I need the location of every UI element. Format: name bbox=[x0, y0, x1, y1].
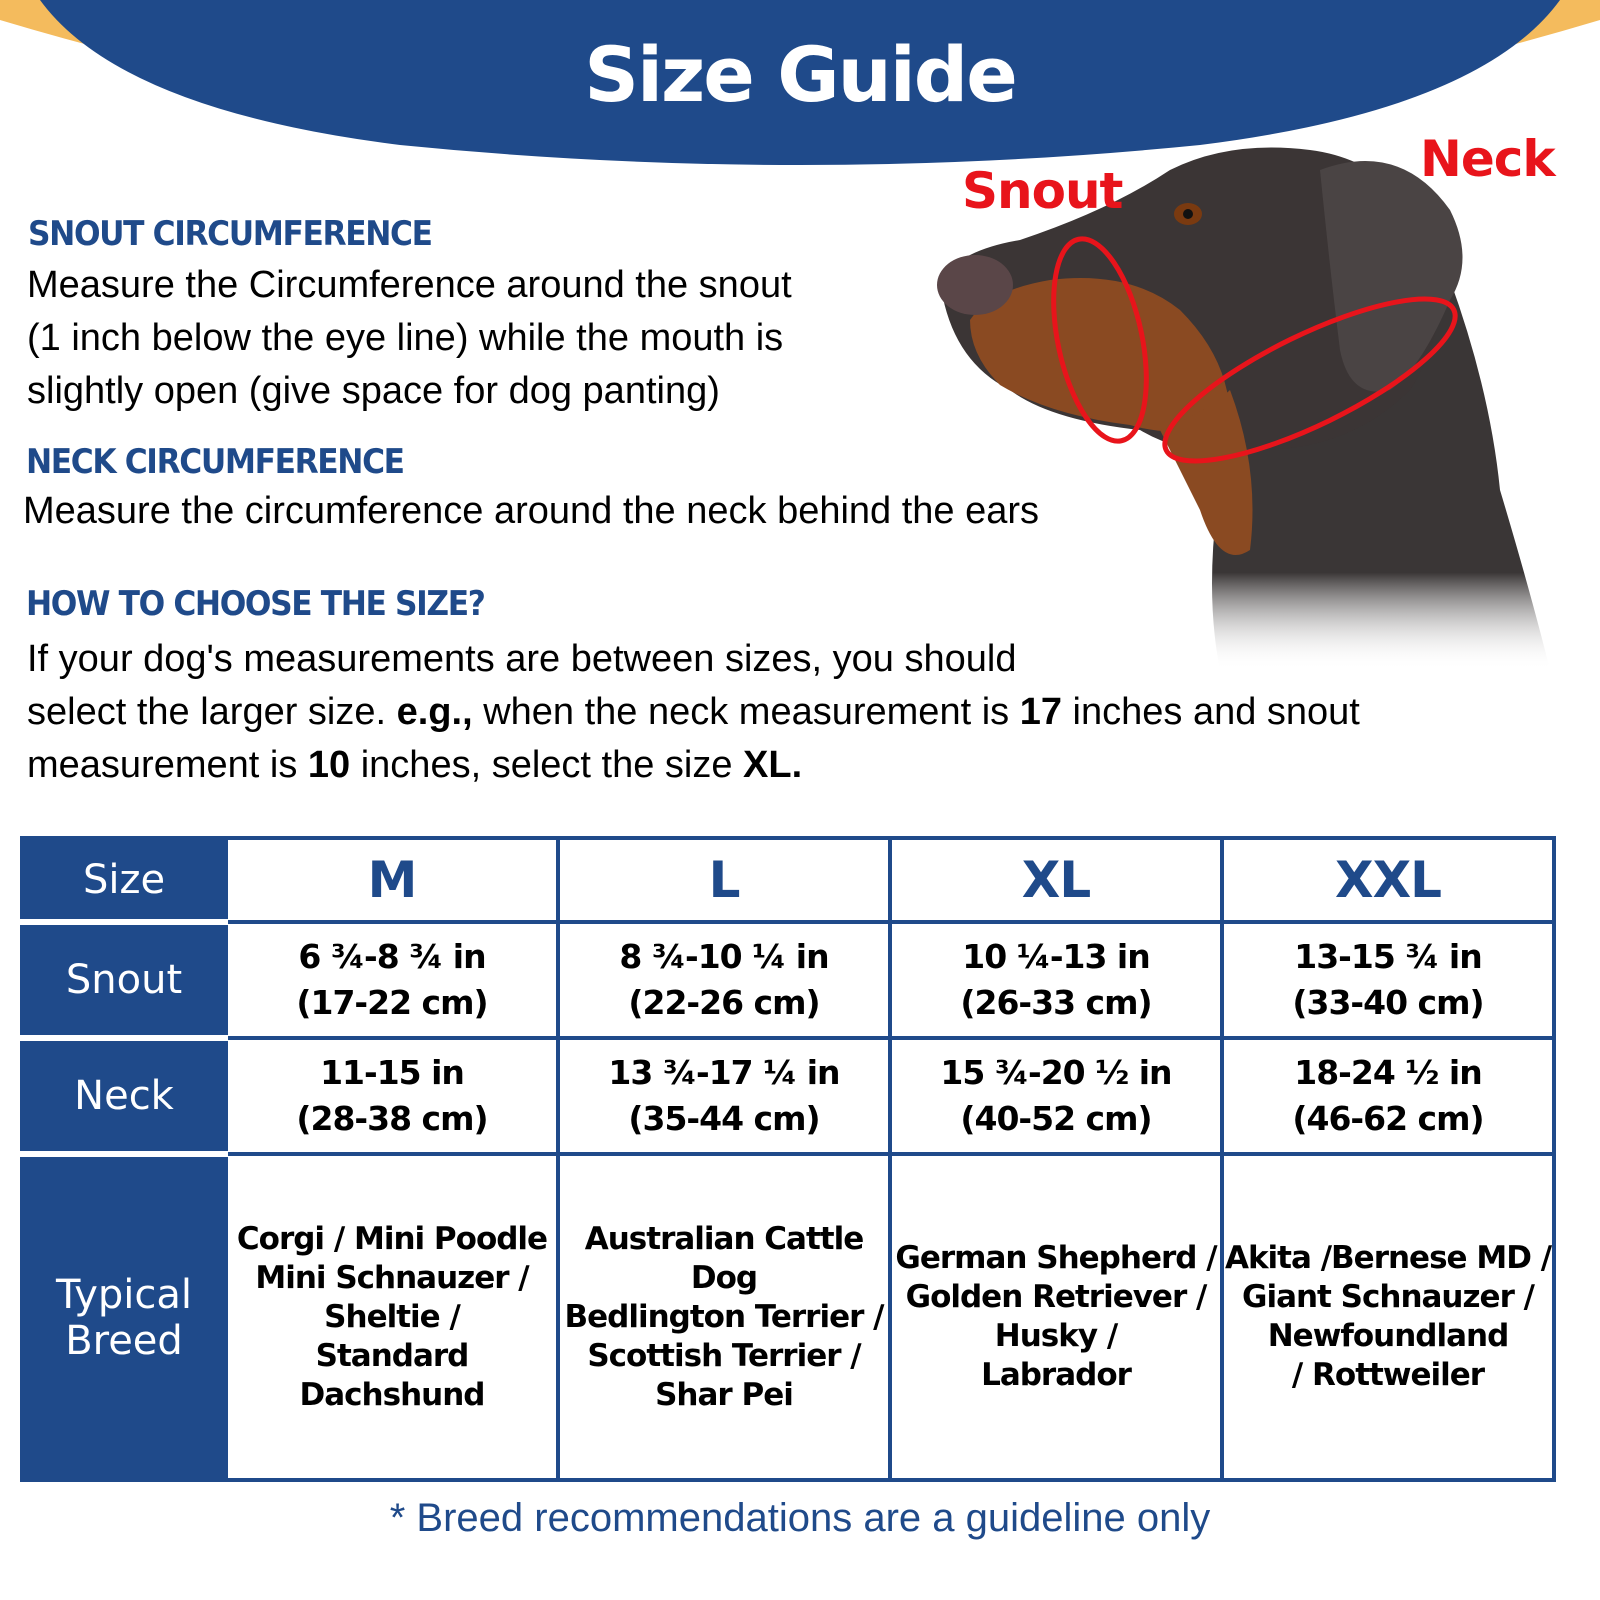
text: when the neck measurement is bbox=[472, 691, 1020, 733]
breed-line: Bedlington Terrier / bbox=[564, 1298, 884, 1335]
breed-line: Husky / bbox=[994, 1318, 1118, 1354]
breed-line: Standard Dachshund bbox=[299, 1337, 485, 1413]
snout-in: 10 ¼-13 in bbox=[962, 937, 1150, 976]
snout-in: 8 ¾-10 ¼ in bbox=[619, 937, 829, 976]
table-row-neck bbox=[22, 1038, 1554, 1154]
breed-line: Sheltie / bbox=[324, 1298, 460, 1335]
snout-cm: (33-40 cm) bbox=[1292, 983, 1484, 1022]
neck-cm: (35-44 cm) bbox=[628, 1099, 820, 1138]
breed-line: Australian Cattle Dog bbox=[584, 1220, 864, 1296]
table-row-size bbox=[22, 838, 1554, 922]
snout-in: 13-15 ¾ in bbox=[1294, 937, 1482, 976]
breed-line: Akita /Bernese MD / bbox=[1224, 1240, 1552, 1276]
neck-in: 18-24 ½ in bbox=[1294, 1053, 1482, 1092]
label: Typical bbox=[56, 1271, 192, 1318]
neck-in: 15 ¾-20 ½ in bbox=[940, 1053, 1172, 1092]
example-snout-value: 10 bbox=[307, 744, 351, 786]
label: Breed bbox=[65, 1317, 183, 1364]
breed-line: German Shepherd / bbox=[895, 1240, 1217, 1276]
snout-line-2: (1 inch below the eye line) while the mouth is bbox=[27, 317, 784, 359]
neck-cm: (46-62 cm) bbox=[1292, 1099, 1484, 1138]
text: inches, select the size bbox=[350, 744, 744, 786]
breed-l bbox=[558, 1154, 890, 1480]
choose-heading: HOW TO CHOOSE THE SIZE? bbox=[26, 584, 485, 624]
example-label: e.g., bbox=[396, 691, 473, 733]
example-neck-value: 17 bbox=[1019, 691, 1062, 733]
snout-xxl bbox=[1222, 922, 1554, 1038]
snout-label: Snout bbox=[962, 162, 1123, 220]
snout-heading: SNOUT CIRCUMFERENCE bbox=[28, 214, 432, 254]
breed-line: Shar Pei bbox=[655, 1376, 793, 1413]
snout-cm: (17-22 cm) bbox=[296, 983, 488, 1022]
text: inches and snout bbox=[1061, 691, 1360, 733]
size-table bbox=[20, 836, 1556, 1482]
neck-description bbox=[23, 485, 1039, 538]
breed-line: Labrador bbox=[981, 1357, 1131, 1393]
neck-cm: (40-52 cm) bbox=[960, 1099, 1152, 1138]
text: select the larger size. bbox=[27, 691, 397, 733]
snout-in: 6 ¾-8 ¾ in bbox=[298, 937, 486, 976]
size-m: M bbox=[226, 838, 558, 922]
neck-xl bbox=[890, 1038, 1222, 1154]
page-title: Size Guide bbox=[584, 30, 1016, 119]
breed-line: Scottish Terrier / bbox=[587, 1337, 861, 1374]
neck-in: 11-15 in bbox=[320, 1053, 464, 1092]
neck-label: Neck bbox=[1420, 130, 1555, 188]
snout-cm: (22-26 cm) bbox=[628, 983, 820, 1022]
choose-line-1: If your dog's measurements are between sizes, you should bbox=[27, 638, 1017, 680]
dog-head-illustration bbox=[930, 130, 1580, 670]
breed-disclaimer: * Breed recommendations are a guideline only bbox=[389, 1496, 1211, 1540]
neck-in: 13 ¾-17 ¼ in bbox=[608, 1053, 840, 1092]
neck-xxl bbox=[1222, 1038, 1554, 1154]
breed-line: Golden Retriever / bbox=[905, 1279, 1207, 1315]
snout-m bbox=[226, 922, 558, 1038]
row-header-neck: Neck bbox=[22, 1038, 226, 1154]
neck-heading: NECK CIRCUMFERENCE bbox=[26, 442, 404, 482]
breed-m bbox=[226, 1154, 558, 1480]
choose-line-2 bbox=[27, 686, 1360, 739]
breed-xxl bbox=[1222, 1154, 1554, 1480]
snout-cm: (26-33 cm) bbox=[960, 983, 1152, 1022]
size-l: L bbox=[558, 838, 890, 922]
breed-line: Mini Schnauzer / bbox=[255, 1259, 529, 1296]
breed-line: Corgi / Mini Poodle bbox=[236, 1220, 548, 1257]
table-row-breed bbox=[22, 1154, 1554, 1480]
size-xxl: XXL bbox=[1222, 838, 1554, 922]
size-xl: XL bbox=[890, 838, 1222, 922]
snout-description bbox=[27, 259, 792, 418]
breed-xl bbox=[890, 1154, 1222, 1480]
example-size-value: XL. bbox=[743, 744, 803, 786]
neck-l bbox=[558, 1038, 890, 1154]
breed-line: Newfoundland bbox=[1267, 1318, 1509, 1354]
table-row-snout bbox=[22, 922, 1554, 1038]
text: measurement is bbox=[27, 744, 308, 786]
snout-l bbox=[558, 922, 890, 1038]
neck-line-1: Measure the circumference around the neck behind the ears bbox=[23, 490, 1040, 532]
neck-cm: (28-38 cm) bbox=[296, 1099, 488, 1138]
breed-line: Giant Schnauzer / bbox=[1242, 1279, 1534, 1315]
row-header-size: Size bbox=[22, 838, 226, 922]
row-header-snout: Snout bbox=[22, 922, 226, 1038]
snout-line-1: Measure the Circumference around the snout bbox=[27, 264, 792, 306]
choose-line-3 bbox=[27, 739, 1360, 792]
row-header-breed bbox=[22, 1154, 226, 1480]
snout-xl bbox=[890, 922, 1222, 1038]
breed-line: / Rottweiler bbox=[1291, 1357, 1485, 1393]
snout-line-3: slightly open (give space for dog panting) bbox=[27, 370, 720, 412]
neck-m bbox=[226, 1038, 558, 1154]
